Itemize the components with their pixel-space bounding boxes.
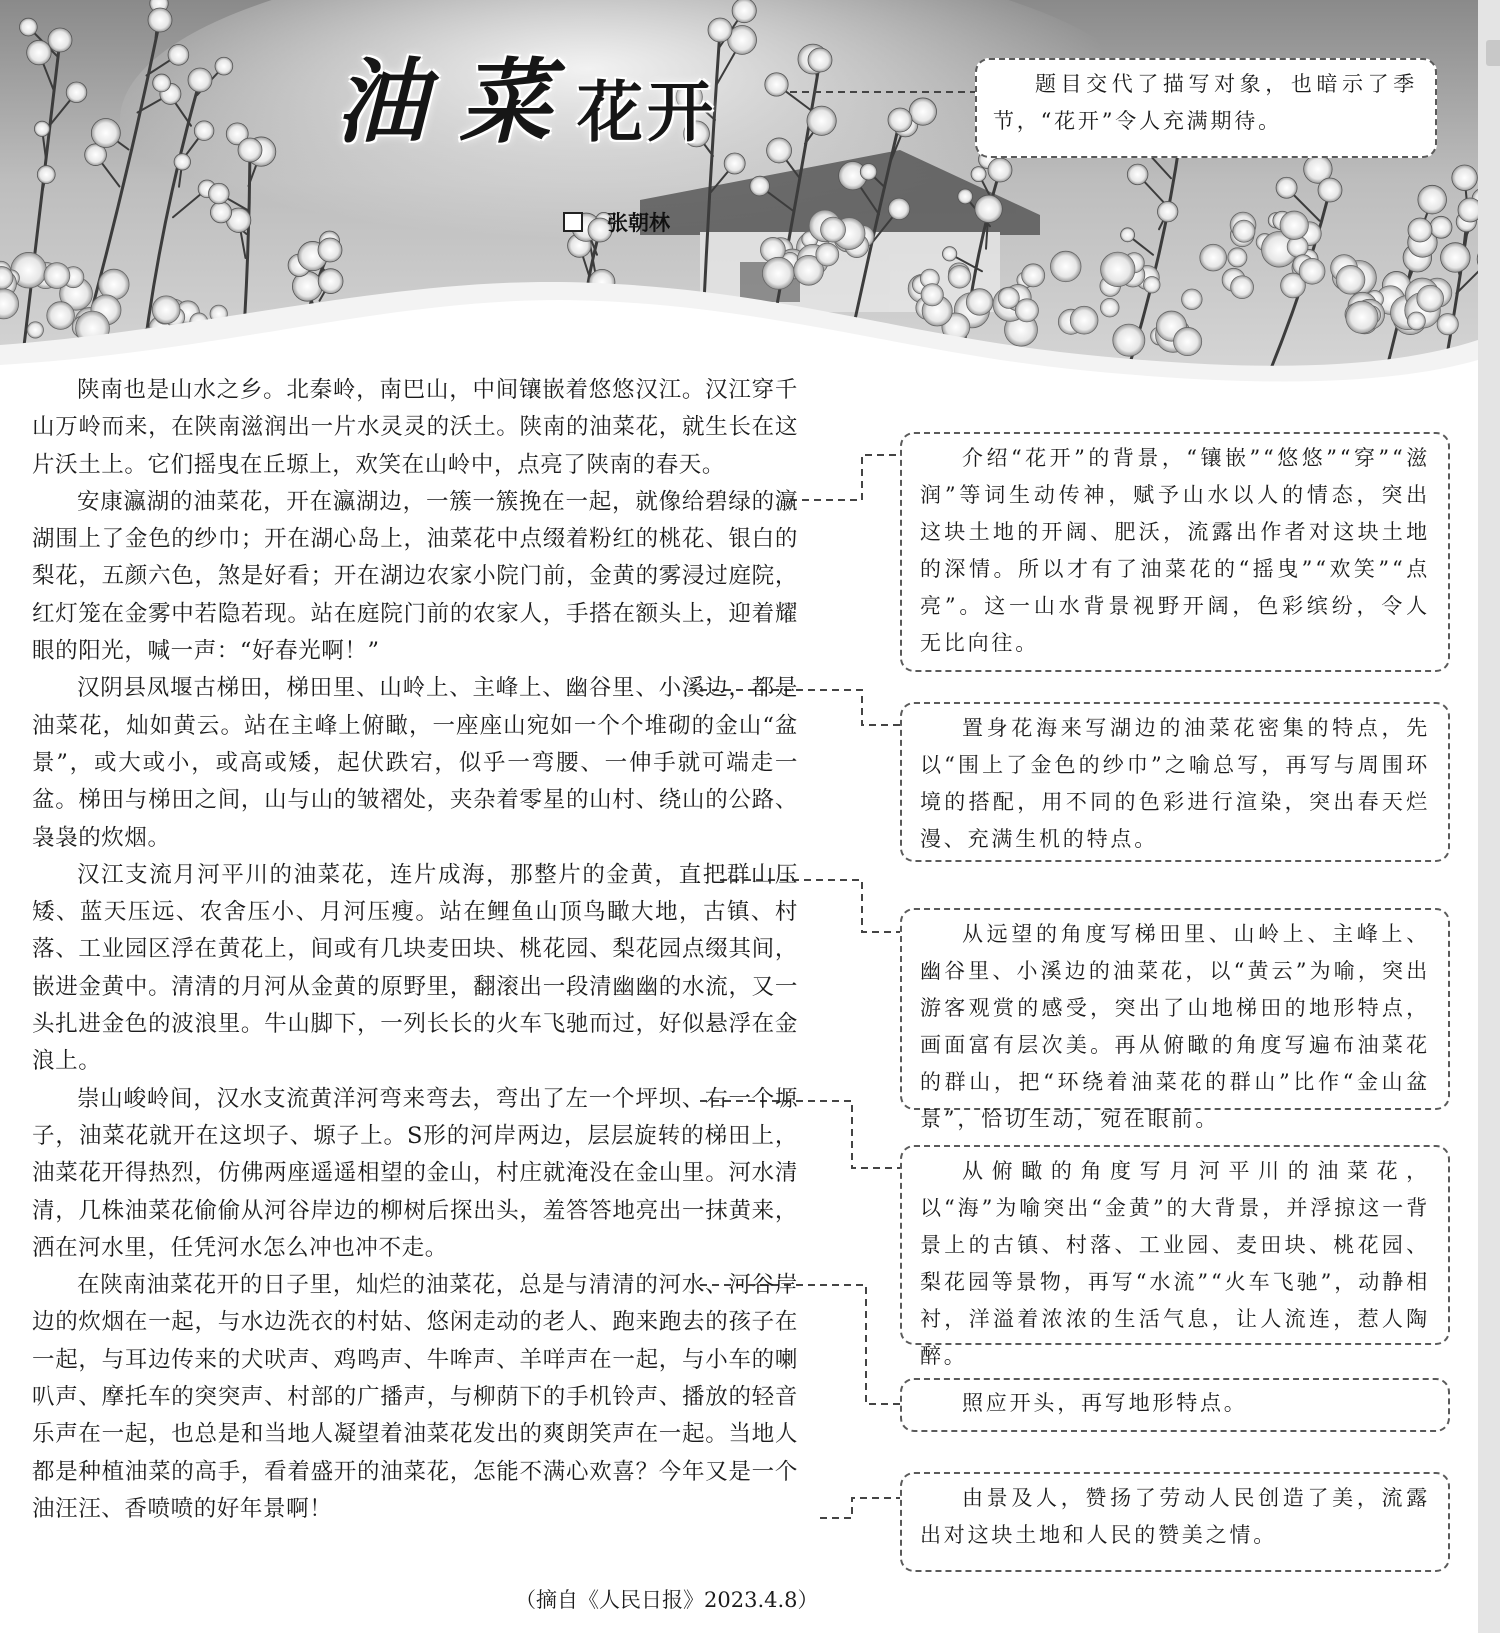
author-name: 张朝林: [607, 211, 670, 235]
annotation-echo: [900, 1378, 1450, 1432]
annotation-plain-text: 从俯瞰的角度写月河平川的油菜花，以“海”为喻突出“金黄”的大背景，并浮掠这一背景上的古镇、村落、工业园、麦田块、桃花园、梨花园等景物，再写“水流”“火车飞驰”，动静相衬，洋溢着浓浓的生活气息，让人流连，惹人陶醉。: [920, 1159, 1430, 1368]
annotation-terraces-text: 从远望的角度写梯田里、山岭上、主峰上、幽谷里、小溪边的油菜花，以“黄云”为喻，突出游客观赏的感受，突出了山地梯田的地形特点，画面富有层次美。再从俯瞰的角度写遍布油菜花的群山，把“环绕着油菜花的群山”比作“金山盆景”，恰切生动，宛在眼前。: [920, 922, 1430, 1131]
annotation-lake-text: 置身花海来写湖边的油菜花密集的特点，先以“围上了金色的纱巾”之喻总写，再写与周围环境的搭配，用不同的色彩进行渲染，突出春天烂漫、充满生机的特点。: [920, 716, 1430, 851]
paragraph-5: 崇山峻岭间，汉水支流黄洋河弯来弯去，弯出了左一个坪坝、右一个塬子，油菜花就开在这坝子、塬子上。S形的河岸两边，层层旋转的梯田上，油菜花开得热烈，仿佛两座遥遥相望的金山，村庄就淹没在金山里。河水清清，几株油菜花偷偷从河谷岸边的柳树后探出头，羞答答地亮出一抹黄来，洒在河水里，任凭河水怎么冲也冲不走。: [32, 1085, 798, 1261]
annotation-lake: [900, 702, 1450, 862]
article-title: [335, 48, 718, 156]
annotation-title-text: 题目交代了描写对象，也暗示了季节，“花开”令人充满期待。: [993, 72, 1417, 133]
paragraph-3: 汉阴县凤堰古梯田，梯田里、山岭上、主峰上、幽谷里、小溪边，都是油菜花，灿如黄云。站在主峰上俯瞰，一座座山宛如一个个堆砌的金山“盆景”，或大或小，或高或矮，起伏跌宕，似乎一弯腰、一伸手就可端走一盆。梯田与梯田之间，山与山的皱褶处，夹杂着零星的山村、绕山的公路、袅袅的炊烟。: [32, 675, 798, 851]
connector-7: [820, 1498, 912, 1518]
annotation-people: [900, 1472, 1450, 1572]
paragraph-4: 汉江支流月河平川的油菜花，连片成海，那整片的金黄，直把群山压矮、蓝天压远、农舍压小、月河压瘦。站在鲤鱼山顶鸟瞰大地，古镇、村落、工业园区浮在黄花上，间或有几块麦田块、桃花园、梨花园点缀其间，嵌进金黄中。清清的月河从金黄的原野里，翻滚出一段清幽幽的水流，又一头扎进金色的波浪里。牛山脚下，一列长长的火车飞驰而过，好似悬浮在金浪上。: [32, 861, 798, 1075]
annotation-background-text: 介绍“花开”的背景，“镶嵌”“悠悠”“穿”“滋润”等词生动传神，赋予山水以人的情态，突出这块土地的开阔、肥沃，流露出作者对这块土地的深情。所以才有了油菜花的“摇曳”“欢笑”“点亮”。这一山水背景视野开阔，色彩缤纷，令人无比向往。: [920, 446, 1430, 655]
article-body: [32, 372, 798, 1528]
paragraph-6: 在陕南油菜花开的日子里，灿烂的油菜花，总是与清清的河水、河谷岸边的炊烟在一起，与水边洗衣的村姑、悠闲走动的老人、跑来跑去的孩子在一起，与耳边传来的犬吠声、鸡鸣声、牛哞声、羊咩声在一起，与小车的喇叭声、摩托车的突突声、村部的广播声，与柳荫下的手机铃声、播放的轻音乐声在一起，也总是和当地人凝望着油菜花发出的爽朗笑声在一起。当地人都是种植油菜的高手，看着盛开的油菜花，怎能不满心欢喜？今年又是一个油汪汪、香喷喷的好年景啊！: [32, 1272, 798, 1522]
annotation-terraces: [900, 908, 1450, 1131]
title-sub: 花开: [577, 73, 718, 151]
page-edge-strip: [1478, 0, 1500, 1633]
page-edge-tab: [1486, 40, 1500, 66]
paragraph-2: 安康瀛湖的油菜花，开在瀛湖边，一簇一簇挽在一起，就像给碧绿的瀛湖围上了金色的纱巾；开在湖心岛上，油菜花中点缀着粉红的桃花、银白的梨花，五颜六色，煞是好看；开在湖边农家小院门前，金黄的雾浸过庭院，红灯笼在金雾中若隐若现。站在庭院门前的农家人，手搭在额头上，迎着耀眼的阳光，喊一声：“好春光啊！”: [32, 488, 798, 665]
annotation-plain: [900, 1145, 1450, 1368]
author-line: [563, 207, 670, 237]
annotation-background: [900, 432, 1450, 672]
source-citation: （摘自《人民日报》2023.4.8）: [515, 1588, 819, 1612]
annotation-title: [975, 58, 1437, 158]
paragraph-1: 陕南也是山水之乡。北秦岭，南巴山，中间镶嵌着悠悠汉江。汉江穿千山万岭而来，在陕南滋润出一片水灵灵的沃土。陕南的油菜花，就生长在这片沃土上。它们摇曳在丘塬上，欢笑在山岭中，点亮了陕南的春天。: [32, 377, 798, 478]
annotation-echo-text: 照应开头，再写地形特点。: [962, 1391, 1248, 1415]
author-box-icon: [563, 212, 583, 232]
title-main: 油 菜: [335, 48, 552, 156]
annotation-people-text: 由景及人，赞扬了劳动人民创造了美，流露出对这块土地和人民的赞美之情。: [920, 1486, 1430, 1547]
